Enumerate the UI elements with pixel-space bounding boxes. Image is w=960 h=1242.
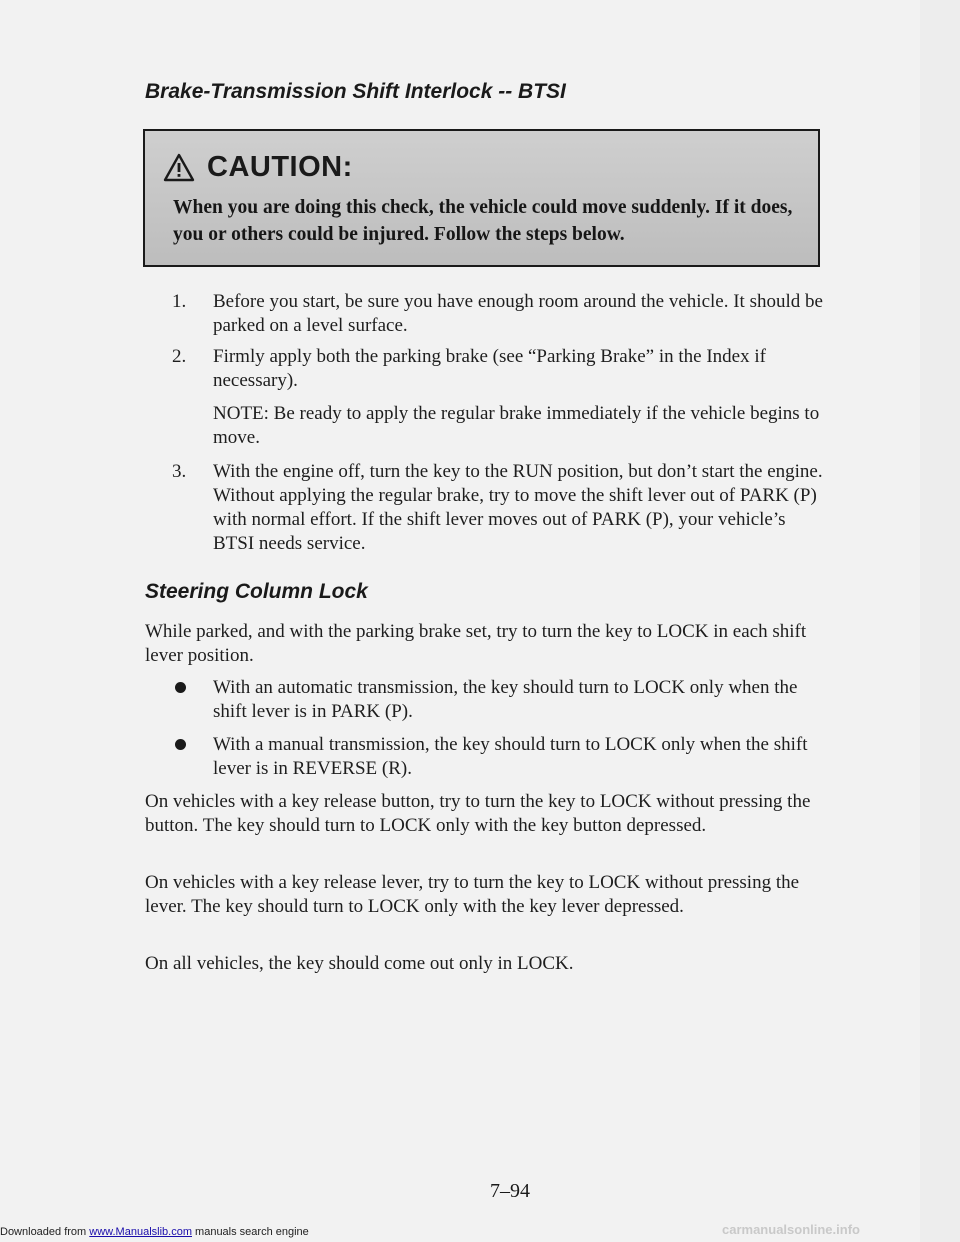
note-text: NOTE: Be ready to apply the regular brake immediately if the vehicle begins to move. [213,403,820,448]
step-number: 3. [172,461,187,482]
section-heading-steering: Steering Column Lock [145,580,368,603]
step-number: 2. [172,346,187,367]
bullet-text: With a manual transmission, the key should turn to LOCK only when the shift lever is in REVERSE (R). [213,734,808,779]
warning-triangle-icon [163,153,195,182]
step-text: Before you start, be sure you have enough room around the vehicle. It should be parked on a level surface. [213,291,823,336]
bullet-dot-icon [175,682,186,693]
bullet-dot-icon [175,739,186,750]
step-text: Firmly apply both the parking brake (see “Parking Brake” in the Index if necessary). [213,346,766,391]
step-text: With the engine off, turn the key to the RUN position, but don’t start the engine. Without applying the regular brake, try to move the shift lever out of PARK (P) with normal effort. If the shift lever moves out of PARK (P), your vehicle’s BTSI needs service. [213,461,823,554]
footer-prefix: Downloaded from [0,1226,90,1238]
watermark-text: carmanualsonline.info [722,1222,860,1237]
step-item [173,290,823,338]
footer-suffix: manuals search engine [191,1226,309,1238]
caution-text: When you are doing this check, the vehicle could move suddenly. If it does, you or others could be injured. Follow the steps below. [173,197,793,245]
bullet-item [175,733,825,781]
step-item [173,345,823,393]
step-number: 1. [172,291,187,312]
caution-box [143,129,820,267]
paragraph-all-vehicles: On all vehicles, the key should come out only in LOCK. [145,953,574,974]
caution-title [163,151,353,184]
bullet-item [175,676,825,724]
steering-intro: While parked, and with the parking brake set, try to turn the key to LOCK in each shift lever position. [145,621,807,666]
step-item [173,460,823,556]
section-heading-btsi: Brake-Transmission Shift Interlock -- BTSI [145,80,566,103]
manualslib-link[interactable]: www.Manualslib.com [89,1226,192,1238]
caution-title-text: CAUTION: [207,151,353,183]
bullet-text: With an automatic transmission, the key should turn to LOCK only when the shift lever is in PARK (P). [213,677,798,722]
page-number: 7–94 [490,1180,530,1202]
download-footer [0,1226,309,1238]
paragraph-key-lever: On vehicles with a key release lever, try to turn the key to LOCK without pressing the lever. The key should turn to LOCK only with the key lever depressed. [145,872,800,917]
paragraph-key-button: On vehicles with a key release button, try to turn the key to LOCK without pressing the button. The key should turn to LOCK only with the key button depressed. [145,791,811,836]
